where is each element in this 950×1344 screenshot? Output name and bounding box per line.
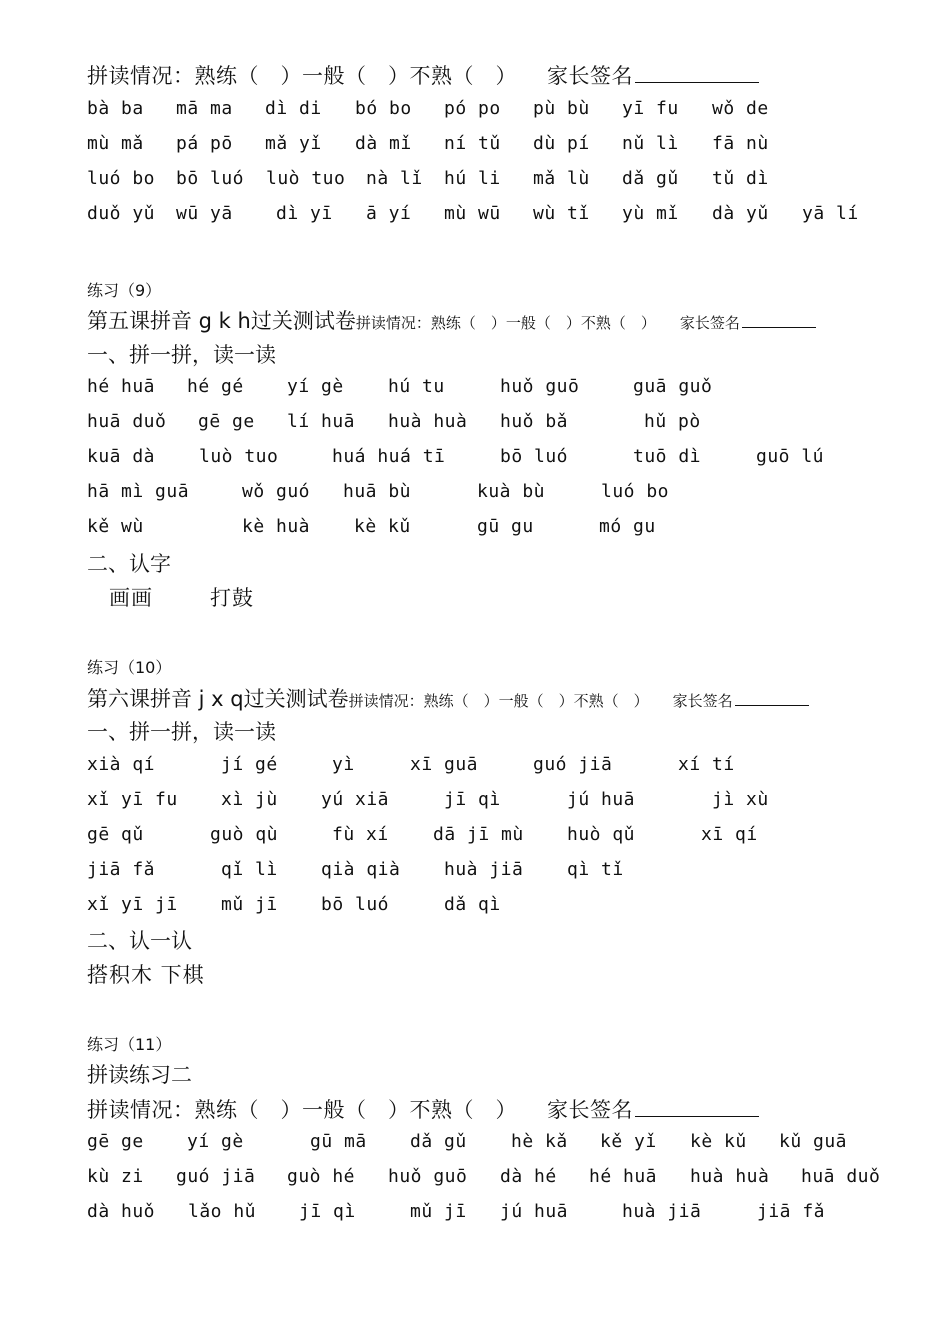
pinyin-word: huà huà	[690, 1166, 770, 1187]
pinyin-word: dì yī	[276, 203, 333, 224]
pinyin-word: pó po	[444, 98, 501, 119]
test-title-line	[87, 305, 816, 335]
pinyin-word: tǔ dì	[712, 168, 769, 189]
pinyin-word: qǐ lì	[221, 859, 278, 880]
pinyin-word: yù mǐ	[622, 203, 679, 224]
pinyin-word: wū yā	[176, 203, 233, 224]
pinyin-word: qì tǐ	[567, 859, 624, 880]
pinyin-word: kě wù	[87, 516, 144, 537]
pinyin-word: huā bù	[343, 481, 412, 502]
pinyin-word: dù pí	[533, 133, 590, 154]
test-title: 第五课拼音 g k h过关测试卷	[87, 309, 356, 333]
pinyin-word: wǒ de	[712, 98, 769, 119]
pinyin-word: xì jù	[221, 789, 278, 810]
pinyin-word: hé huā	[87, 376, 156, 397]
pinyin-word: gē ge	[198, 411, 255, 432]
pinyin-word: hǔ pò	[644, 411, 701, 432]
pinyin-word: bō luó	[500, 446, 569, 467]
pinyin-word: gū mā	[310, 1131, 367, 1152]
pinyin-word: guō lú	[756, 446, 825, 467]
pinyin-word: mó gu	[599, 516, 656, 537]
pinyin-word: guò hé	[287, 1166, 356, 1187]
pinyin-word: xià qí	[87, 754, 156, 775]
pinyin-word: bà ba	[87, 98, 144, 119]
parent-signature-label: 家长签名	[672, 692, 733, 710]
pinyin-word: huá huá tī	[332, 446, 446, 467]
section-heading: 二、认字	[87, 552, 171, 576]
pinyin-word: yā lí	[802, 203, 859, 224]
exercise-label: 练习（9）	[87, 281, 162, 300]
section-heading: 二、认一认	[87, 929, 192, 953]
reading-status-text: 拼读情况：熟练（ ）一般（ ）不熟（ ）	[87, 1098, 517, 1122]
pinyin-word: kè kǔ	[354, 516, 411, 537]
pinyin-word: hā mì guā	[87, 481, 190, 502]
pinyin-word: kè huà	[242, 516, 311, 537]
pinyin-word: huǒ guō	[500, 376, 580, 397]
test-title: 第六课拼音 j x q过关测试卷	[87, 687, 349, 711]
pinyin-word: nǔ lì	[622, 133, 679, 154]
pinyin-word: jú huā	[567, 789, 636, 810]
pinyin-word: huā duǒ	[87, 411, 167, 432]
pinyin-word: mǎ lù	[533, 168, 590, 189]
pinyin-word: dǎ qì	[444, 894, 501, 915]
pinyin-word: bó bo	[355, 98, 412, 119]
reading-status-text: 拼读情况：熟练（ ）一般（ ）不熟（ ）	[355, 314, 656, 332]
pinyin-word: yí gè	[187, 1131, 244, 1152]
pinyin-word: dà mǐ	[355, 133, 412, 154]
pinyin-word: huā duǒ	[801, 1166, 881, 1187]
pinyin-word: mǔ jī	[221, 894, 278, 915]
pinyin-word: yí gè	[287, 376, 344, 397]
reading-status-line	[87, 60, 759, 90]
pinyin-word: yú xiā	[321, 789, 390, 810]
pinyin-word: dǎ gǔ	[622, 168, 679, 189]
pinyin-word: fā nù	[712, 133, 769, 154]
pinyin-word: jì xù	[712, 789, 769, 810]
pinyin-word: xǐ yī jī	[87, 894, 178, 915]
pinyin-word: dà huǒ	[87, 1201, 156, 1222]
pinyin-word: mù wū	[444, 203, 501, 224]
exercise-label: 练习（11）	[87, 1035, 172, 1054]
pinyin-word: dà yǔ	[712, 203, 769, 224]
pinyin-word: huǒ guō	[388, 1166, 468, 1187]
pinyin-word: dā jī mù	[433, 824, 524, 845]
pinyin-word: bō luó	[176, 168, 245, 189]
pinyin-word: kè kǔ	[690, 1131, 747, 1152]
pinyin-word: guā guǒ	[633, 376, 713, 397]
pinyin-word: jī qì	[299, 1201, 356, 1222]
pinyin-word: mù mǎ	[87, 133, 144, 154]
pinyin-word: nà lǐ	[366, 168, 423, 189]
pinyin-word: kuà bù	[477, 481, 546, 502]
pinyin-word: mǎ yǐ	[265, 133, 322, 154]
pinyin-word: hú li	[444, 168, 501, 189]
pinyin-word: mǔ jī	[410, 1201, 467, 1222]
pinyin-word: guò qù	[210, 824, 279, 845]
pinyin-word: wǒ guó	[242, 481, 311, 502]
reading-status-text: 拼读情况：熟练（ ）一般（ ）不熟（ ）	[87, 64, 517, 88]
pinyin-word: luó bo	[601, 481, 670, 502]
pinyin-word: luò tuo	[199, 446, 279, 467]
pinyin-word: duǒ yǔ	[87, 203, 156, 224]
pinyin-word: guó jiā	[176, 1166, 256, 1187]
pinyin-word: pù bù	[533, 98, 590, 119]
pinyin-word: qià qià	[321, 859, 401, 880]
pinyin-word: guó jiā	[533, 754, 613, 775]
pinyin-word: luó bo	[87, 168, 156, 189]
pinyin-word: gē qǔ	[87, 824, 144, 845]
pinyin-word: kù zi	[87, 1166, 144, 1187]
exercise-label: 练习（10）	[87, 658, 172, 677]
parent-signature-label: 家长签名	[679, 314, 740, 332]
pinyin-word: gū gu	[477, 516, 534, 537]
pinyin-word: jiā fǎ	[757, 1201, 826, 1222]
pinyin-word: hè kǎ	[511, 1131, 568, 1152]
pinyin-word: huǒ bǎ	[500, 411, 569, 432]
pinyin-word: xī guā	[410, 754, 479, 775]
pinyin-word: jí gé	[221, 754, 278, 775]
pinyin-word: mā ma	[176, 98, 233, 119]
signature-blank[interactable]	[635, 64, 759, 83]
pinyin-word: huò qǔ	[567, 824, 636, 845]
pinyin-word: jú huā	[500, 1201, 569, 1222]
section-heading: 一、拼一拼，读一读	[87, 343, 276, 367]
pinyin-word: xǐ yī fu	[87, 789, 178, 810]
pinyin-word: kě yǐ	[600, 1131, 657, 1152]
reading-status-text: 拼读情况：熟练（ ）一般（ ）不熟（ ）	[348, 692, 649, 710]
practice-title: 拼读练习二	[87, 1063, 192, 1087]
pinyin-word: jiā fǎ	[87, 859, 156, 880]
section-heading: 一、拼一拼，读一读	[87, 720, 276, 744]
character-words: 搭积木 下棋	[87, 963, 205, 987]
pinyin-word: huà jiā	[622, 1201, 702, 1222]
reading-status-line	[87, 1094, 759, 1124]
pinyin-word: jī qì	[444, 789, 501, 810]
pinyin-word: hú tu	[388, 376, 445, 397]
pinyin-word: ní tǔ	[444, 133, 501, 154]
pinyin-word: hé gé	[187, 376, 244, 397]
parent-signature-label: 家长签名	[547, 1098, 633, 1122]
signature-blank[interactable]	[742, 313, 816, 328]
pinyin-word: kǔ guā	[779, 1131, 848, 1152]
pinyin-word: yì	[332, 754, 355, 775]
pinyin-word: luò tuo	[266, 168, 346, 189]
pinyin-word: dì di	[265, 98, 322, 119]
pinyin-word: xí tí	[678, 754, 735, 775]
pinyin-word: lí huā	[287, 411, 356, 432]
pinyin-word: ā yí	[366, 203, 412, 224]
pinyin-word: hé huā	[589, 1166, 658, 1187]
pinyin-word: dǎ gǔ	[410, 1131, 467, 1152]
pinyin-word: kuā dà	[87, 446, 156, 467]
pinyin-word: wù tǐ	[533, 203, 590, 224]
character-word: 画画	[109, 586, 153, 610]
pinyin-word: dà hé	[500, 1166, 557, 1187]
pinyin-word: gē ge	[87, 1131, 144, 1152]
pinyin-word: yī fu	[622, 98, 679, 119]
pinyin-word: pá pō	[176, 133, 233, 154]
test-title-line	[87, 683, 809, 713]
character-word: 打鼓	[210, 586, 254, 610]
signature-blank[interactable]	[735, 691, 809, 706]
pinyin-word: huà huà	[388, 411, 468, 432]
pinyin-word: lǎo hǔ	[188, 1201, 257, 1222]
pinyin-word: xī qí	[701, 824, 758, 845]
pinyin-word: bō luó	[321, 894, 390, 915]
pinyin-word: tuō dì	[633, 446, 702, 467]
parent-signature-label: 家长签名	[547, 64, 633, 88]
pinyin-word: fù xí	[332, 824, 389, 845]
signature-blank[interactable]	[635, 1098, 759, 1117]
pinyin-word: huà jiā	[444, 859, 524, 880]
